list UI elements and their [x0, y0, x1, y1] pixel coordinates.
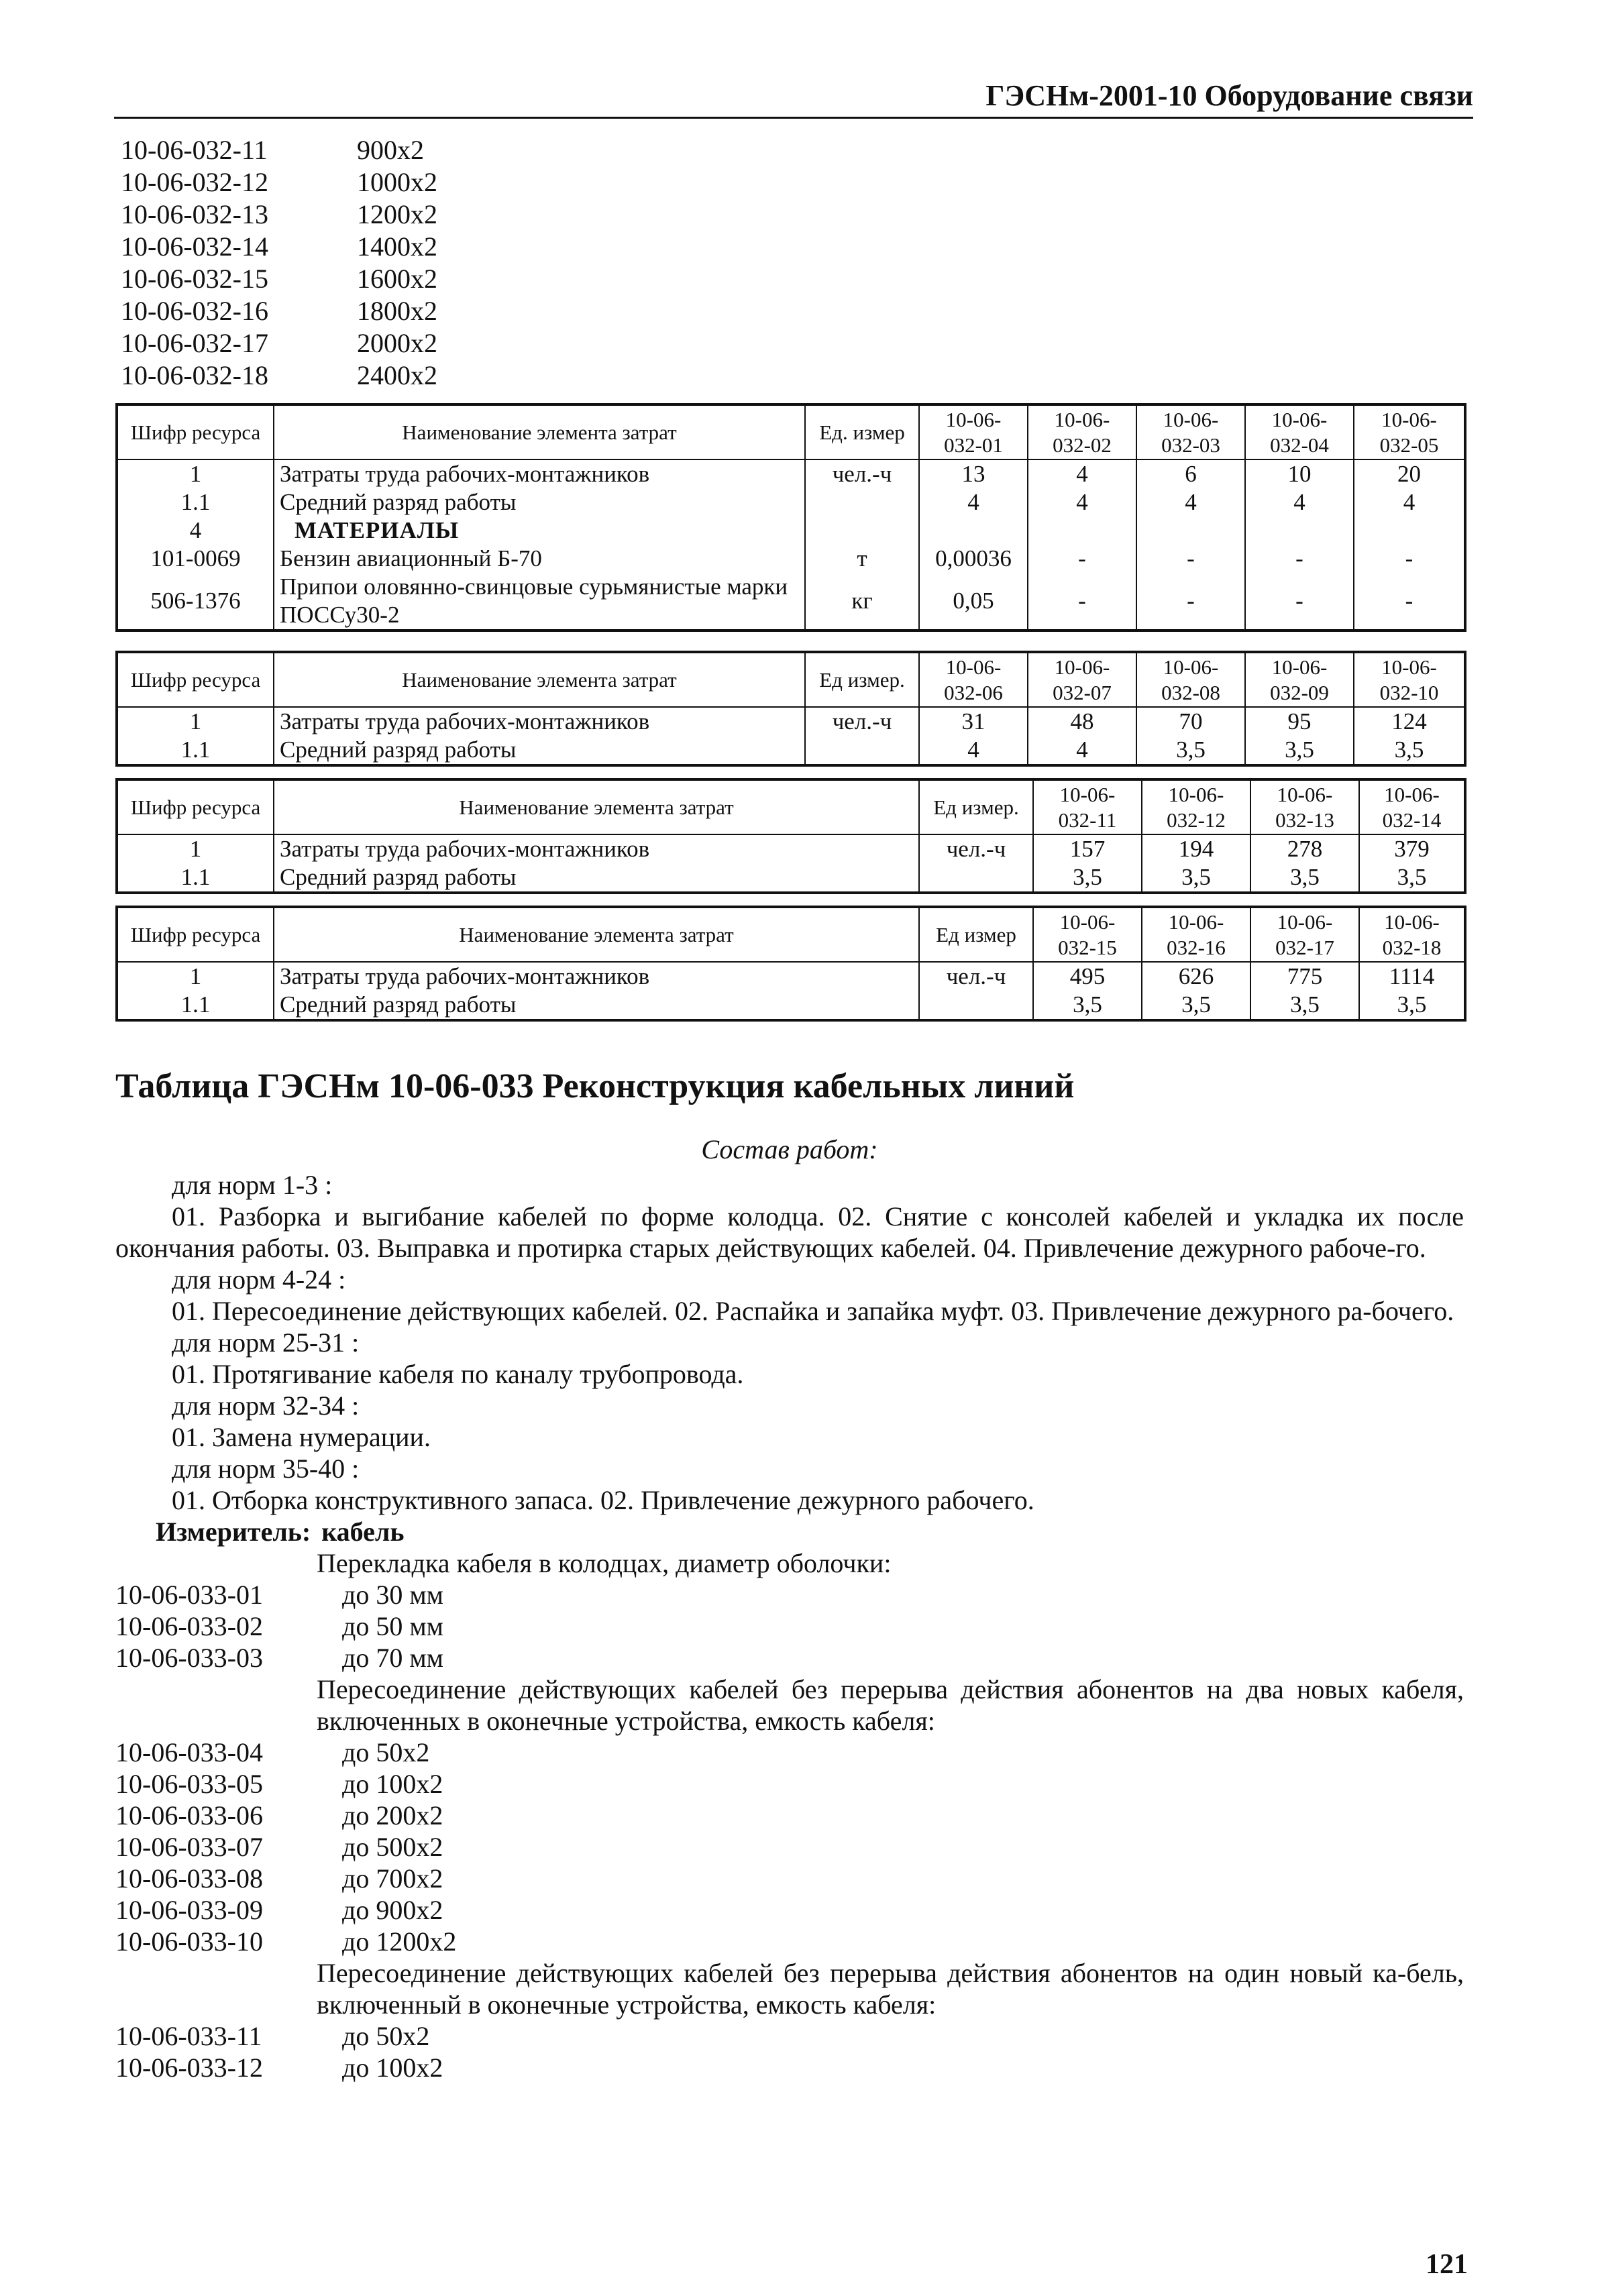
norm-value: 157	[1033, 834, 1142, 863]
col-norm-header: 10-06- 032-14	[1359, 779, 1465, 834]
norm-value: 3,5	[1142, 863, 1250, 893]
norm-value: 48	[1028, 707, 1136, 736]
norm-value: -	[1354, 573, 1465, 631]
col-norm-header: 10-06- 032-06	[919, 652, 1028, 707]
col-norm-header: 10-06- 032-09	[1245, 652, 1354, 707]
resource-table-4	[115, 906, 1466, 1022]
col-unit-header: Ед измер.	[919, 779, 1033, 834]
subhead-b: Пересоединение действующих кабелей без перерыва действия абонентов на два новых кабеля, включенных в оконечные устройства, емкость кабеля:	[317, 1674, 1464, 1736]
composition-label: Состав работ:	[701, 1134, 878, 1164]
norm-item	[115, 1610, 1464, 1642]
resource-name: Затраты труда рабочих-монтажников	[274, 707, 805, 736]
resource-name: Затраты труда рабочих-монтажников	[274, 962, 919, 991]
resource-unit	[919, 991, 1033, 1020]
norm-value: 1000х2	[357, 167, 437, 197]
header-title: ГЭСНм-2001-10 Оборудование связи	[985, 79, 1473, 112]
norm-value: -	[1136, 573, 1245, 631]
col-norm-header: 10-06- 032-18	[1359, 907, 1465, 962]
subhead-c: Пересоединение действующих кабелей без перерыва действия абонентов на один новый ка-бель, включенный в оконечные устройства, емкость кабеля:	[317, 1958, 1464, 2020]
norm-code: 10-06-033-06	[115, 1800, 263, 1830]
col-norm-header: 10-06- 032-02	[1028, 404, 1136, 459]
norm-value: 4	[1028, 736, 1136, 765]
norm-code: 10-06-033-09	[115, 1895, 263, 1925]
norm-value: 3,5	[1033, 991, 1142, 1020]
norm-value: 194	[1142, 834, 1250, 863]
resource-code: 1.1	[117, 736, 274, 765]
norm-code: 10-06-033-02	[115, 1611, 263, 1641]
norm-value	[1245, 516, 1354, 545]
col-name-header: Наименование элемента затрат	[274, 907, 919, 962]
resource-name: Средний разряд работы	[274, 863, 919, 893]
group-text: 01. Протягивание кабеля по каналу трубопровода.	[172, 1359, 744, 1389]
table-row	[117, 545, 1465, 573]
code-list-row	[121, 327, 437, 360]
col-norm-header: 10-06- 032-01	[919, 404, 1028, 459]
norm-code: 10-06-033-07	[115, 1832, 263, 1862]
norm-value: 95	[1245, 707, 1354, 736]
section-body	[115, 1134, 1464, 2083]
resource-unit: т	[805, 545, 919, 573]
resource-unit: чел.-ч	[919, 962, 1033, 991]
norm-value: 278	[1250, 834, 1359, 863]
group-text: 01. Разборка и выгибание кабелей по форме колодца. 02. Снятие с консолей кабелей и укладка их после окончания работы. 03. Выправка и протирка старых действующих кабелей. 04. Привлечение дежурного рабоче-го.	[115, 1201, 1464, 1263]
norm-code: 10-06-033-03	[115, 1643, 263, 1673]
table-row	[117, 488, 1465, 516]
norm-item	[115, 2052, 1464, 2083]
group-label: для норм 4-24 :	[172, 1264, 346, 1295]
norm-value: 13	[919, 459, 1028, 488]
running-header	[114, 75, 1473, 119]
norm-value: 3,5	[1354, 736, 1465, 765]
resource-name: Бензин авиационный Б-70	[274, 545, 805, 573]
resource-unit	[805, 516, 919, 545]
table-row	[117, 736, 1465, 765]
norm-value: 70	[1136, 707, 1245, 736]
norm-value: 2000х2	[357, 328, 437, 358]
col-norm-header: 10-06- 032-04	[1245, 404, 1354, 459]
norm-list-a	[115, 1579, 1464, 1674]
resource-unit	[919, 863, 1033, 893]
norm-description: до 70 мм	[342, 1643, 443, 1673]
col-name-header: Наименование элемента затрат	[274, 404, 805, 459]
code-list-row	[121, 231, 437, 263]
norm-description: до 100х2	[342, 1769, 443, 1799]
norm-description: до 50 мм	[342, 1611, 443, 1641]
table-row	[117, 459, 1465, 488]
norm-description: до 100х2	[342, 2053, 443, 2083]
norm-code: 10-06-033-04	[115, 1737, 263, 1767]
norm-value: 4	[1354, 488, 1465, 516]
norm-code: 10-06-032-11	[121, 135, 268, 165]
norm-value: 626	[1142, 962, 1250, 991]
norm-value: 3,5	[1033, 863, 1142, 893]
norm-value: 3,5	[1250, 863, 1359, 893]
norm-item	[115, 1831, 1464, 1863]
norm-value: 6	[1136, 459, 1245, 488]
code-list	[121, 134, 437, 392]
norm-value: 4	[919, 488, 1028, 516]
norm-value: 4	[1028, 488, 1136, 516]
resource-name: МАТЕРИАЛЫ	[274, 516, 805, 545]
col-norm-header: 10-06- 032-16	[1142, 907, 1250, 962]
norm-value: 1600х2	[357, 264, 437, 294]
table-row	[117, 707, 1465, 736]
norm-item	[115, 2020, 1464, 2052]
norm-value: 124	[1354, 707, 1465, 736]
resource-unit: чел.-ч	[919, 834, 1033, 863]
table-row	[117, 962, 1465, 991]
norm-value: 0,05	[919, 573, 1028, 631]
resource-unit	[805, 736, 919, 765]
norm-code: 10-06-032-13	[121, 199, 268, 229]
measure-label: Измеритель:	[156, 1517, 311, 1547]
norm-value	[1136, 516, 1245, 545]
norm-value: 3,5	[1142, 991, 1250, 1020]
work-groups	[115, 1169, 1464, 1516]
norm-item	[115, 1800, 1464, 1831]
norm-code: 10-06-032-12	[121, 167, 268, 197]
norm-value: -	[1354, 545, 1465, 573]
col-unit-header: Ед измер	[919, 907, 1033, 962]
table-row	[117, 863, 1465, 893]
resource-name: Затраты труда рабочих-монтажников	[274, 459, 805, 488]
norm-item	[115, 1894, 1464, 1926]
col-norm-header: 10-06- 032-10	[1354, 652, 1465, 707]
norm-value: 4	[919, 736, 1028, 765]
col-unit-header: Ед. измер	[805, 404, 919, 459]
col-norm-header: 10-06- 032-08	[1136, 652, 1245, 707]
col-code-header: Шифр ресурса	[117, 907, 274, 962]
norm-value: 379	[1359, 834, 1465, 863]
norm-value: 10	[1245, 459, 1354, 488]
resource-code: 1.1	[117, 991, 274, 1020]
norm-value: 775	[1250, 962, 1359, 991]
norm-value: 1114	[1359, 962, 1465, 991]
norm-description: до 200х2	[342, 1800, 443, 1830]
norm-code: 10-06-033-08	[115, 1863, 263, 1894]
table-row	[117, 516, 1465, 545]
resource-code: 506-1376	[117, 573, 274, 631]
norm-value: 4	[1028, 459, 1136, 488]
group-text: 01. Отборка конструктивного запаса. 02. Привлечение дежурного рабочего.	[172, 1485, 1034, 1515]
col-norm-header: 10-06- 032-15	[1033, 907, 1142, 962]
resource-name: Припои оловянно-свинцовые сурьмянистые марки ПОССу30-2	[274, 573, 805, 631]
col-norm-header: 10-06- 032-12	[1142, 779, 1250, 834]
norm-item	[115, 1737, 1464, 1768]
resource-code: 101-0069	[117, 545, 274, 573]
norm-description: до 50х2	[342, 1737, 430, 1767]
norm-value	[1028, 516, 1136, 545]
norm-value: 1200х2	[357, 199, 437, 229]
norm-item	[115, 1926, 1464, 1957]
resource-code: 1.1	[117, 488, 274, 516]
code-list-row	[121, 295, 437, 327]
norm-code: 10-06-033-05	[115, 1769, 263, 1799]
norm-code: 10-06-033-01	[115, 1580, 263, 1610]
col-norm-header: 10-06- 032-17	[1250, 907, 1359, 962]
subhead-a: Перекладка кабеля в колодцах, диаметр оболочки:	[317, 1548, 892, 1578]
norm-value: 3,5	[1245, 736, 1354, 765]
norm-list-b	[115, 1737, 1464, 1957]
norm-code: 10-06-032-18	[121, 360, 268, 390]
norm-value: -	[1028, 545, 1136, 573]
norm-description: до 500х2	[342, 1832, 443, 1862]
resource-table-2	[115, 651, 1466, 767]
norm-value: 900х2	[357, 135, 424, 165]
norm-code: 10-06-033-10	[115, 1926, 263, 1957]
col-norm-header: 10-06- 032-03	[1136, 404, 1245, 459]
resource-name: Затраты труда рабочих-монтажников	[274, 834, 919, 863]
resource-unit: чел.-ч	[805, 459, 919, 488]
norm-value: 0,00036	[919, 545, 1028, 573]
norm-value: 1800х2	[357, 296, 437, 326]
col-norm-header: 10-06- 032-13	[1250, 779, 1359, 834]
page-number: 121	[1426, 2249, 1468, 2280]
norm-value: 31	[919, 707, 1028, 736]
norm-item	[115, 1642, 1464, 1674]
code-list-row	[121, 166, 437, 199]
code-list-row	[121, 134, 437, 166]
norm-value	[919, 516, 1028, 545]
resource-code: 1.1	[117, 863, 274, 893]
col-name-header: Наименование элемента затрат	[274, 652, 805, 707]
group-label: для норм 35-40 :	[172, 1454, 360, 1484]
norm-value: -	[1136, 545, 1245, 573]
resource-name: Средний разряд работы	[274, 736, 805, 765]
norm-value: -	[1028, 573, 1136, 631]
norm-value: 4	[1136, 488, 1245, 516]
group-label: для норм 1-3 :	[172, 1170, 333, 1200]
norm-item	[115, 1579, 1464, 1610]
norm-list-c	[115, 2020, 1464, 2083]
resource-name: Средний разряд работы	[274, 488, 805, 516]
group-text: 01. Замена нумерации.	[172, 1422, 431, 1452]
norm-description: до 1200х2	[342, 1926, 457, 1957]
col-norm-header: 10-06- 032-07	[1028, 652, 1136, 707]
col-norm-header: 10-06- 032-05	[1354, 404, 1465, 459]
norm-description: до 900х2	[342, 1895, 443, 1925]
table-row	[117, 834, 1465, 863]
norm-value: 3,5	[1250, 991, 1359, 1020]
resource-code: 4	[117, 516, 274, 545]
col-norm-header: 10-06- 032-11	[1033, 779, 1142, 834]
norm-value	[1354, 516, 1465, 545]
norm-value: -	[1245, 573, 1354, 631]
norm-code: 10-06-032-15	[121, 264, 268, 294]
norm-code: 10-06-032-14	[121, 231, 268, 262]
table-row	[117, 573, 1465, 631]
norm-value: 3,5	[1359, 863, 1465, 893]
code-list-row	[121, 263, 437, 295]
resource-unit: кг	[805, 573, 919, 631]
norm-description: до 30 мм	[342, 1580, 443, 1610]
resource-table-1	[115, 403, 1466, 632]
resource-code: 1	[117, 459, 274, 488]
resource-unit	[805, 488, 919, 516]
code-list-row	[121, 199, 437, 231]
measure-value: кабель	[321, 1517, 405, 1547]
resource-code: 1	[117, 962, 274, 991]
norm-value: 2400х2	[357, 360, 437, 390]
group-text: 01. Пересоединение действующих кабелей. 02. Распайка и запайка муфт. 03. Привлечение дежурного ра-бочего.	[172, 1296, 1454, 1326]
section-title: Таблица ГЭСНм 10-06-033 Реконструкция кабельных линий	[115, 1067, 1075, 1105]
norm-item	[115, 1863, 1464, 1894]
norm-item	[115, 1768, 1464, 1800]
norm-value: 3,5	[1359, 991, 1465, 1020]
col-unit-header: Ед измер.	[805, 652, 919, 707]
code-list-row	[121, 360, 437, 392]
col-code-header: Шифр ресурса	[117, 652, 274, 707]
resource-name: Средний разряд работы	[274, 991, 919, 1020]
resource-unit: чел.-ч	[805, 707, 919, 736]
group-label: для норм 32-34 :	[172, 1390, 360, 1421]
norm-value: 4	[1245, 488, 1354, 516]
measure-line	[115, 1516, 1464, 1547]
norm-description: до 50х2	[342, 2021, 430, 2051]
norm-code: 10-06-032-17	[121, 328, 268, 358]
table-row	[117, 991, 1465, 1020]
norm-value: -	[1245, 545, 1354, 573]
norm-description: до 700х2	[342, 1863, 443, 1894]
resource-code: 1	[117, 834, 274, 863]
norm-code: 10-06-033-12	[115, 2053, 263, 2083]
norm-value: 1400х2	[357, 231, 437, 262]
norm-code: 10-06-033-11	[115, 2021, 262, 2051]
group-label: для норм 25-31 :	[172, 1327, 360, 1358]
norm-value: 20	[1354, 459, 1465, 488]
col-code-header: Шифр ресурса	[117, 779, 274, 834]
col-code-header: Шифр ресурса	[117, 404, 274, 459]
resource-code: 1	[117, 707, 274, 736]
col-name-header: Наименование элемента затрат	[274, 779, 919, 834]
norm-code: 10-06-032-16	[121, 296, 268, 326]
resource-table-3	[115, 778, 1466, 894]
norm-value: 495	[1033, 962, 1142, 991]
norm-value: 3,5	[1136, 736, 1245, 765]
